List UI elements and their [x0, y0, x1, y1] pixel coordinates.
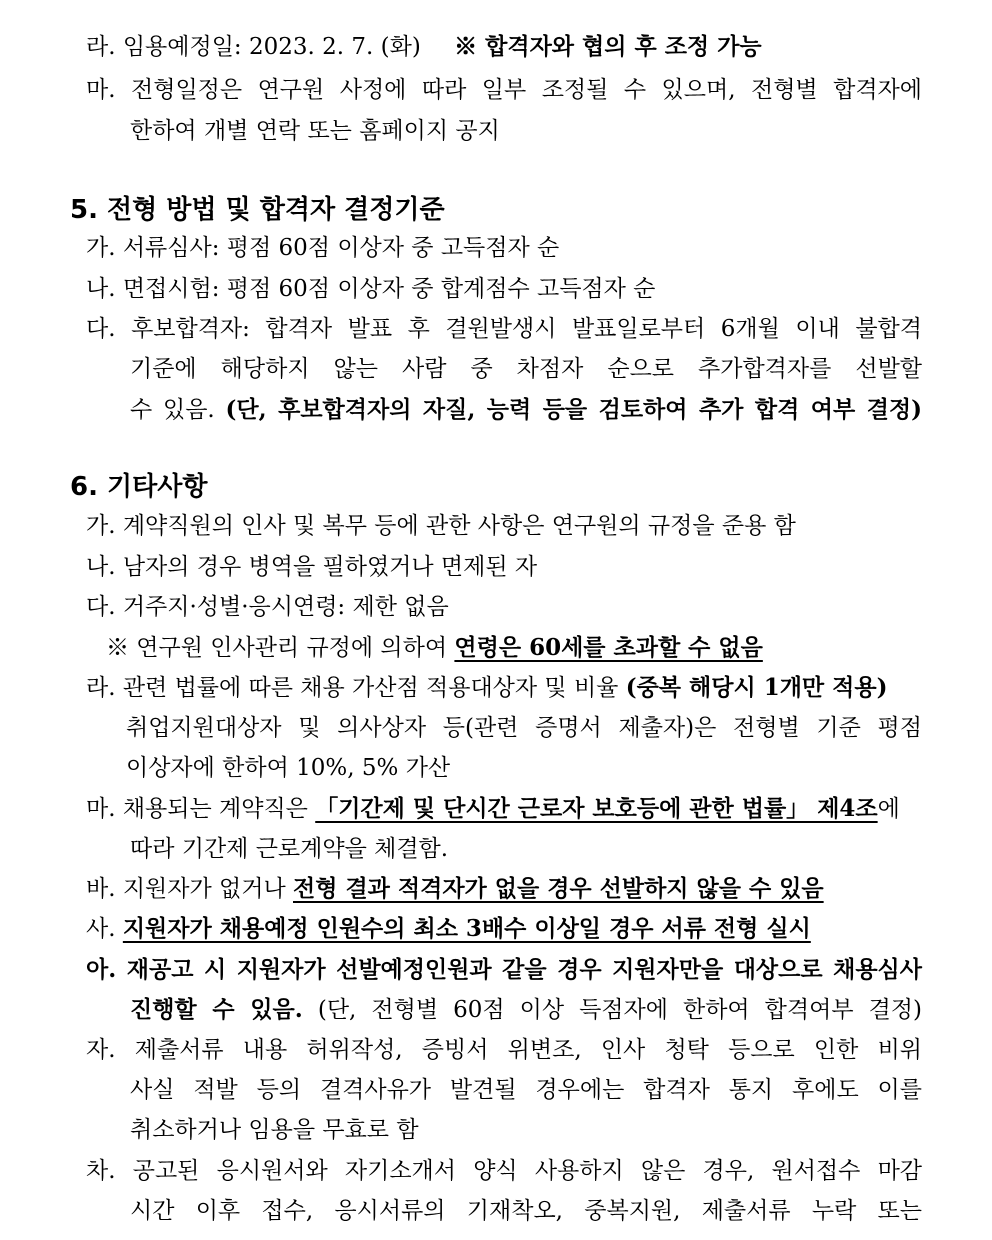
item-law-reference: 「기간제 및 단시간 근로자 보호등에 관한 법률」 제4조 [315, 795, 878, 822]
item-6-age-note [106, 633, 763, 663]
item-text: 사실 적발 등의 결격사유가 발견될 경우에는 합격자 통지 후에도 이를 [130, 1077, 922, 1103]
section-6-heading: 6. 기타사항 [70, 472, 208, 502]
item-text: 따라 기간제 근로계약을 체결함. [130, 836, 449, 862]
item-text: 거주지·성별·응시연령: 제한 없음 [122, 594, 449, 620]
item-emphasis: 진행할 수 있음. [130, 996, 303, 1023]
item-5-da-line2 [130, 354, 922, 384]
item-marker: 자. [86, 1037, 116, 1063]
item-marker: 가. [86, 235, 116, 261]
item-note: ※ 합격자와 협의 후 조정 가능 [454, 33, 762, 60]
item-ma-schedule-line2 [130, 116, 500, 146]
item-6-ma-line1 [86, 794, 900, 824]
item-emphasis: (중복 해당시 1개만 적용) [625, 674, 888, 701]
item-text: 취업지원대상자 및 의사상자 등(관련 증명서 제출자)은 전형별 기준 평점 [126, 715, 922, 741]
item-text: 공고된 응시원서와 자기소개서 양식 사용하지 않은 경우, 원서접수 마감 [132, 1158, 923, 1184]
item-marker: 나. [86, 554, 116, 580]
item-text: 한하여 개별 연락 또는 홈페이지 공지 [130, 118, 500, 144]
note-text: ※ 연구원 인사관리 규정에 의하여 [106, 635, 448, 661]
item-5-da-line1 [86, 314, 922, 344]
item-marker: 바. [86, 876, 116, 902]
item-text: 임용예정일: 2023. 2. 7. (화) [122, 34, 421, 60]
item-6-ja-line3 [130, 1115, 419, 1145]
item-6-ra-line3 [126, 753, 450, 783]
item-text: 남자의 경우 병역을 필하였거나 면제된 자 [122, 554, 538, 580]
item-text: 기준에 해당하지 않는 사람 중 차점자 순으로 추가합격자를 선발할 [130, 356, 922, 382]
item-6-cha-line1 [86, 1156, 922, 1186]
item-text: 이상자에 한하여 10%, 5% 가산 [126, 755, 451, 781]
item-6-a-line1 [86, 955, 922, 985]
item-6-ga [86, 511, 796, 541]
item-underlined: 지원자가 채용예정 인원수의 최소 3배수 이상일 경우 서류 전형 실시 [122, 915, 811, 942]
item-6-ra-line1 [86, 673, 887, 703]
item-marker: 가. [86, 513, 116, 539]
item-marker: 다. [86, 316, 116, 342]
item-text: 관련 법률에 따른 채용 가산점 적용대상자 및 비율 [122, 675, 619, 701]
item-marker: 차. [86, 1158, 116, 1184]
item-6-na [86, 552, 537, 582]
item-marker: 사. [86, 916, 116, 942]
item-6-sa [86, 914, 811, 944]
item-emphasis: (단, 후보합격자의 자질, 능력 등을 검토하여 추가 합격 여부 결정) [225, 396, 923, 423]
item-ra-appointment-date [86, 32, 926, 62]
item-text: 시간 이후 접수, 응시서류의 기재착오, 중복지원, 제출서류 누락 또는 [130, 1198, 922, 1224]
item-text: (단, 전형별 60점 이상 득점자에 한하여 합격여부 결정) [317, 997, 923, 1023]
item-6-ma-line2 [130, 834, 448, 864]
item-text: 서류심사: 평점 60점 이상자 중 고득점자 순 [122, 235, 560, 261]
item-6-ba [86, 874, 824, 904]
item-marker: 다. [86, 594, 116, 620]
note-underlined: 연령은 60세를 초과할 수 없음 [454, 634, 763, 661]
item-text: 채용되는 계약직은 [122, 796, 308, 822]
item-5-ga [86, 233, 559, 263]
section-5-heading: 5. 전형 방법 및 합격자 결정기준 [70, 195, 445, 225]
item-text: 지원자가 없거나 [122, 876, 286, 902]
item-marker: 라. [86, 34, 116, 60]
item-text-end: 에 [877, 796, 900, 822]
item-marker: 아. [86, 956, 117, 983]
item-5-na [86, 274, 655, 304]
item-text: 수 있음. [130, 397, 215, 423]
item-6-ra-line2 [126, 713, 922, 743]
item-6-cha-line2 [130, 1196, 922, 1226]
item-text: 계약직원의 인사 및 복무 등에 관한 사항은 연구원의 규정을 준용 함 [122, 513, 796, 539]
item-6-a-line2 [130, 995, 922, 1025]
item-text: 재공고 시 지원자가 선발예정인원과 같을 경우 지원자만을 대상으로 채용심사 [126, 956, 922, 983]
item-5-da-line3 [130, 395, 922, 425]
item-underlined: 전형 결과 적격자가 없을 경우 선발하지 않을 수 있음 [293, 875, 824, 902]
item-marker: 라. [86, 675, 116, 701]
item-text: 전형일정은 연구원 사정에 따라 일부 조정될 수 있으며, 전형별 합격자에 [131, 77, 922, 103]
item-ma-schedule-line1 [86, 75, 922, 105]
item-text: 면접시험: 평점 60점 이상자 중 합계점수 고득점자 순 [122, 276, 656, 302]
item-marker: 마. [86, 77, 116, 103]
item-text: 제출서류 내용 허위작성, 증빙서 위변조, 인사 청탁 등으로 인한 비위 [134, 1037, 923, 1063]
item-marker: 마. [86, 796, 116, 822]
item-6-da [86, 592, 449, 622]
item-6-ja-line1 [86, 1035, 922, 1065]
item-text: 후보합격자: 합격자 발표 후 결원발생시 발표일로부터 6개월 이내 불합격 [131, 316, 922, 342]
item-marker: 나. [86, 276, 116, 302]
item-6-ja-line2 [130, 1075, 922, 1105]
item-text: 취소하거나 임용을 무효로 함 [130, 1117, 419, 1143]
